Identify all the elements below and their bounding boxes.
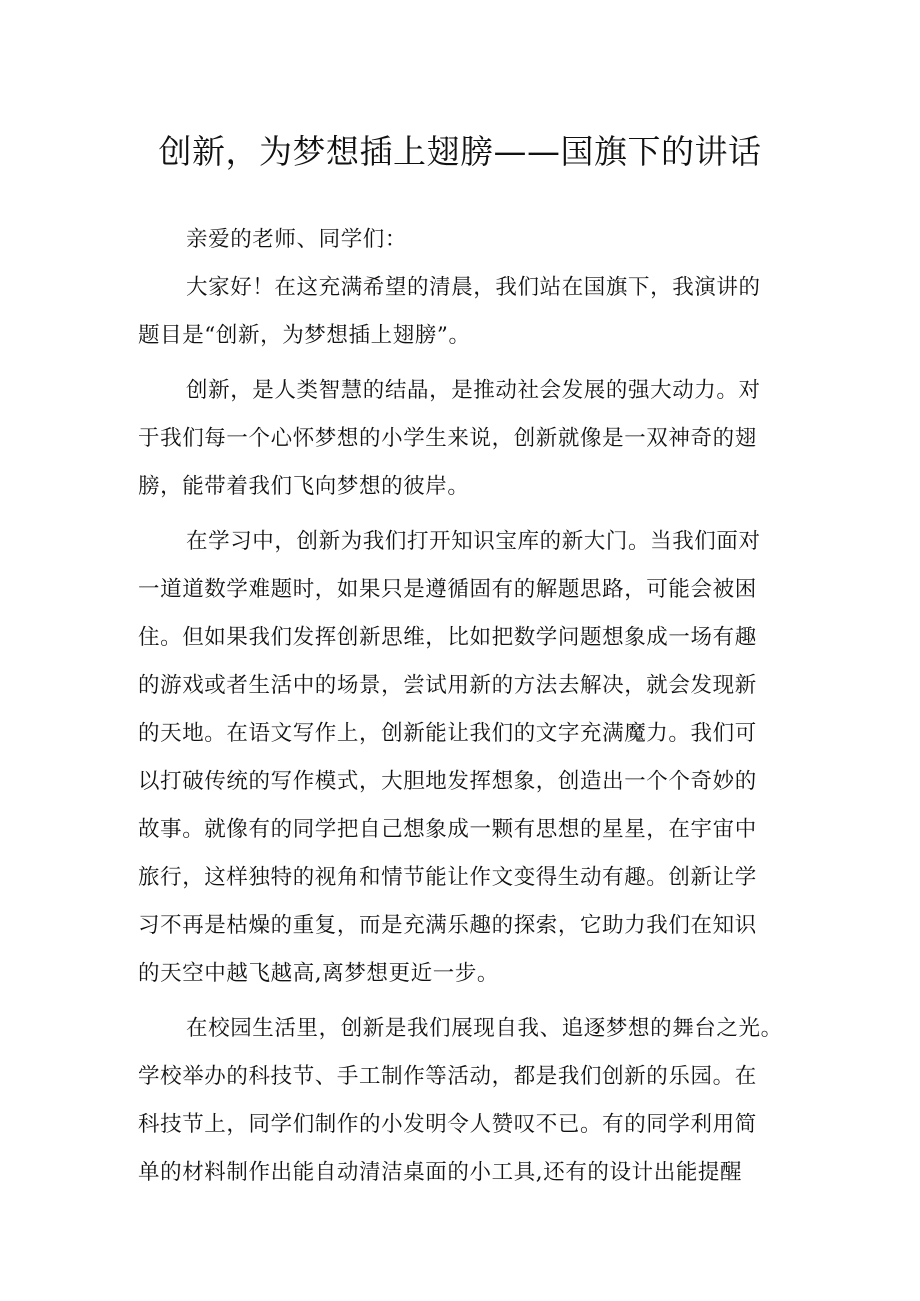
document-title: 创新，为梦想插上翅膀——国旗下的讲话 xyxy=(158,132,762,171)
paragraph-3-line-8: 旅行，这样独特的视角和情节能让作文变得生动有趣。创新让学 xyxy=(138,865,757,890)
paragraph-4-line-2: 学校举办的科技节、手工制作等活动，都是我们创新的乐园。在 xyxy=(138,1064,757,1089)
paragraph-3-line-2: 一道道数学难题时，如果只是遵循固有的解题思路，可能会被困 xyxy=(138,577,757,602)
paragraph-4-line-1: 在校园生活里，创新是我们展现自我、追逐梦想的舞台之光。 xyxy=(186,1016,783,1041)
paragraph-4-line-3: 科技节上，同学们制作的小发明令人赞叹不已。有的同学利用简 xyxy=(138,1112,757,1137)
paragraph-4-line-4: 单的材料制作出能自动清洁桌面的小工具,还有的设计出能提醒 xyxy=(138,1160,743,1185)
salutation-line: 亲爱的老师、同学们： xyxy=(186,227,408,252)
paragraph-3-line-9: 习不再是枯燥的重复，而是充满乐趣的探索，它助力我们在知识 xyxy=(138,913,757,938)
document-body xyxy=(138,216,788,1197)
paragraph-3-line-3: 住。但如果我们发挥创新思维，比如把数学问题想象成一场有趣 xyxy=(138,625,757,650)
paragraph-2-line-3: 膀，能带着我们飞向梦想的彼岸。 xyxy=(138,474,470,499)
paragraph-1-line-1: 大家好！在这充满希望的清晨，我们站在国旗下，我演讲的 xyxy=(186,275,761,300)
paragraph-3-line-10: 的天空中越飞越高,离梦想更近一步。 xyxy=(138,961,500,986)
paragraph-2-line-2: 于我们每一个心怀梦想的小学生来说，创新就像是一双神奇的翅 xyxy=(138,426,757,451)
paragraph-3-line-1: 在学习中，创新为我们打开知识宝库的新大门。当我们面对 xyxy=(186,529,761,554)
paragraph-3-line-6: 以打破传统的写作模式，大胆地发挥想象，创造出一个个奇妙的 xyxy=(138,769,757,794)
paragraph-2-line-1: 创新，是人类智慧的结晶，是推动社会发展的强大动力。对 xyxy=(186,378,761,403)
paragraph-3-line-5: 的天地。在语文写作上，创新能让我们的文字充满魔力。我们可 xyxy=(138,721,757,746)
paragraph-3-line-4: 的游戏或者生活中的场景，尝试用新的方法去解决，就会发现新 xyxy=(138,673,757,698)
paragraph-1-line-2: 题目是“创新，为梦想插上翅膀”。 xyxy=(138,323,471,348)
paragraph-3-line-7: 故事。就像有的同学把自己想象成一颗有思想的星星，在宇宙中 xyxy=(138,817,757,842)
